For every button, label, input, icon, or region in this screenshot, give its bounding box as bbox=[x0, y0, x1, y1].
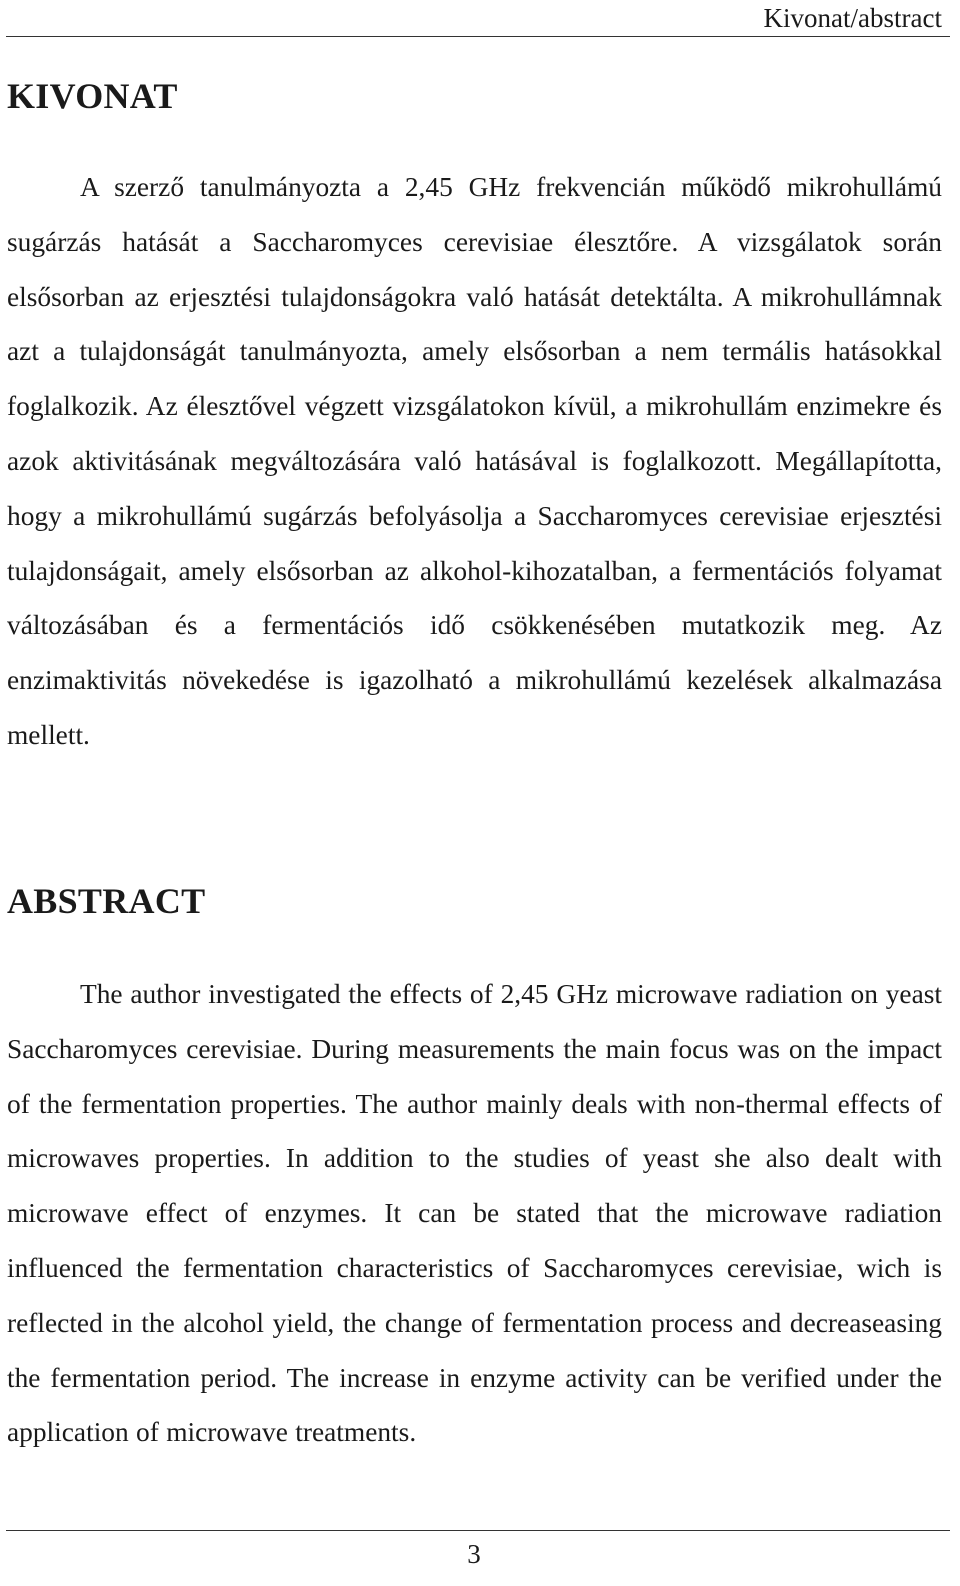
page-number: 3 bbox=[467, 1539, 481, 1569]
kivonat-paragraph: A szerző tanulmányozta a 2,45 GHz frekvencián működő mikrohullámú sugárzás hatását a Saccharomyces cerevisiae élesztőre. A vizsgálatok során elsősorban az erjesztési tulajdonságokra való hatását detektálta. A mikrohullámnak azt a tulajdonságát tanulmányozta, amely elsősorban a nem termális hatásokkal foglalkozik. Az élesztővel végzett vizsgálatokon kívül, a mikrohullám enzimekre és azok aktivitásának megváltozására való hatásával is foglalkozott. Megállapította, hogy a mikrohullámú sugárzás befolyásolja a Saccharomyces cerevisiae erjesztési tulajdonságait, amely elsősorban az alkohol-kihozatalban, a fermentációs folyamat változásában és a fermentációs idő csökkenésében mutatkozik meg. Az enzimaktivitás növekedése is igazolható a mikrohullámú kezelések alkalmazása mellett. bbox=[7, 172, 942, 750]
abstract-heading: ABSTRACT bbox=[7, 881, 206, 921]
kivonat-heading: KIVONAT bbox=[7, 76, 178, 116]
header-divider bbox=[6, 36, 950, 37]
abstract-paragraph: The author investigated the effects of 2,45 GHz microwave radiation on yeast Saccharomyces cerevisiae. During measurements the main focus was on the impact of the fermentation properties. The author mainly deals with non-thermal effects of microwaves properties. In addition to the studies of yeast she also dealt with microwave effect of enzymes. It can be stated that the microwave radiation influenced the fermentation characteristics of Saccharomyces cerevisiae, wich is reflected in the alcohol yield, the change of fermentation process and decreaseasing the fermentation period. The increase in enzyme activity can be verified under the application of microwave treatments. bbox=[7, 979, 942, 1448]
running-header: Kivonat/abstract bbox=[763, 3, 942, 33]
footer-divider bbox=[6, 1530, 950, 1531]
